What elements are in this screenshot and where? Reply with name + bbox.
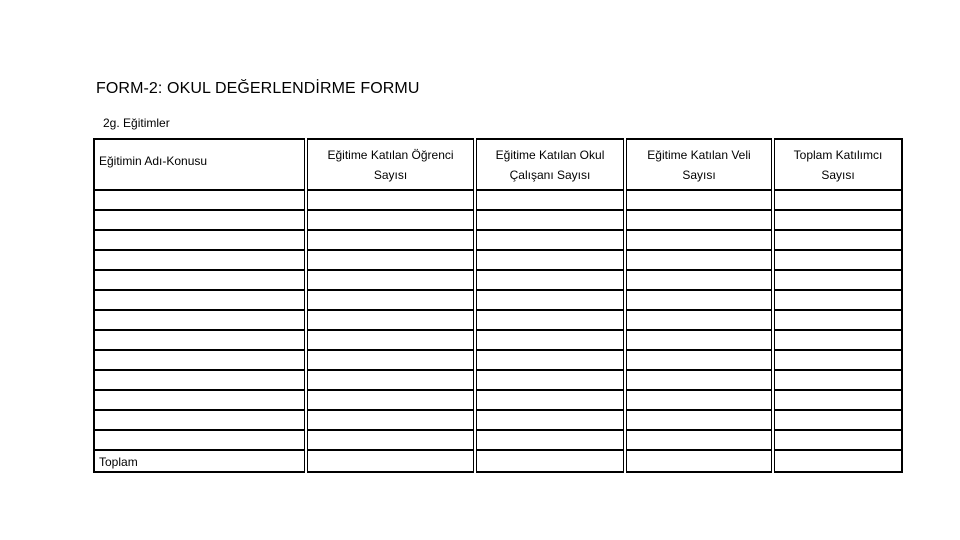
- table-row: [94, 250, 902, 270]
- parent-count-cell[interactable]: [625, 410, 773, 430]
- header-staff-count: Eğitime Katılan Okul Çalışanı Sayısı: [475, 139, 625, 190]
- student-count-cell[interactable]: [306, 290, 475, 310]
- total-participants-cell[interactable]: [773, 450, 902, 472]
- parent-count-cell[interactable]: [625, 370, 773, 390]
- parent-count-cell[interactable]: [625, 210, 773, 230]
- training-name-cell[interactable]: [94, 310, 306, 330]
- staff-count-cell[interactable]: [475, 190, 625, 210]
- student-count-cell[interactable]: [306, 410, 475, 430]
- training-name-cell[interactable]: [94, 330, 306, 350]
- training-name-cell[interactable]: [94, 410, 306, 430]
- student-count-cell[interactable]: [306, 330, 475, 350]
- parent-count-cell[interactable]: [625, 430, 773, 450]
- total-student-cell[interactable]: [306, 450, 475, 472]
- training-name-cell[interactable]: [94, 270, 306, 290]
- total-participants-cell[interactable]: [773, 290, 902, 310]
- total-participants-cell[interactable]: [773, 330, 902, 350]
- staff-count-cell[interactable]: [475, 310, 625, 330]
- section-label: 2g. Eğitimler: [103, 116, 170, 130]
- training-name-cell[interactable]: [94, 230, 306, 250]
- student-count-cell[interactable]: [306, 370, 475, 390]
- total-participants-cell[interactable]: [773, 350, 902, 370]
- trainings-table: [93, 138, 903, 473]
- total-participants-cell[interactable]: [773, 250, 902, 270]
- table-row: [94, 370, 902, 390]
- table-row: [94, 310, 902, 330]
- student-count-cell[interactable]: [306, 350, 475, 370]
- staff-count-cell[interactable]: [475, 210, 625, 230]
- parent-count-cell[interactable]: [625, 290, 773, 310]
- header-total-participants: Toplam Katılımcı Sayısı: [773, 139, 902, 190]
- total-row: [94, 450, 902, 472]
- student-count-cell[interactable]: [306, 390, 475, 410]
- training-name-cell[interactable]: [94, 430, 306, 450]
- student-count-cell[interactable]: [306, 270, 475, 290]
- staff-count-cell[interactable]: [475, 430, 625, 450]
- staff-count-cell[interactable]: [475, 370, 625, 390]
- total-participants-cell[interactable]: [773, 410, 902, 430]
- total-participants-cell[interactable]: [773, 310, 902, 330]
- student-count-cell[interactable]: [306, 230, 475, 250]
- total-parent-cell[interactable]: [625, 450, 773, 472]
- table-row: [94, 430, 902, 450]
- total-participants-cell[interactable]: [773, 190, 902, 210]
- total-participants-cell[interactable]: [773, 210, 902, 230]
- training-name-cell[interactable]: [94, 350, 306, 370]
- table-row: [94, 190, 902, 210]
- table-row: [94, 210, 902, 230]
- parent-count-cell[interactable]: [625, 190, 773, 210]
- header-student-count: Eğitime Katılan Öğrenci Sayısı: [306, 139, 475, 190]
- training-name-cell[interactable]: [94, 250, 306, 270]
- parent-count-cell[interactable]: [625, 230, 773, 250]
- student-count-cell[interactable]: [306, 210, 475, 230]
- training-name-cell[interactable]: [94, 210, 306, 230]
- total-label: Toplam: [94, 450, 306, 472]
- total-staff-cell[interactable]: [475, 450, 625, 472]
- parent-count-cell[interactable]: [625, 310, 773, 330]
- table-row: [94, 330, 902, 350]
- training-name-cell[interactable]: [94, 390, 306, 410]
- header-parent-count: Eğitime Katılan Veli Sayısı: [625, 139, 773, 190]
- training-name-cell[interactable]: [94, 190, 306, 210]
- student-count-cell[interactable]: [306, 250, 475, 270]
- table-row: [94, 230, 902, 250]
- total-participants-cell[interactable]: [773, 370, 902, 390]
- table-header-row: [94, 139, 902, 190]
- table-row: [94, 350, 902, 370]
- student-count-cell[interactable]: [306, 190, 475, 210]
- parent-count-cell[interactable]: [625, 350, 773, 370]
- training-name-cell[interactable]: [94, 370, 306, 390]
- staff-count-cell[interactable]: [475, 230, 625, 250]
- header-training-name: Eğitimin Adı-Konusu: [94, 139, 306, 190]
- parent-count-cell[interactable]: [625, 250, 773, 270]
- form-title: FORM-2: OKUL DEĞERLENDİRME FORMU: [96, 80, 420, 97]
- total-participants-cell[interactable]: [773, 230, 902, 250]
- table-row: [94, 390, 902, 410]
- staff-count-cell[interactable]: [475, 410, 625, 430]
- staff-count-cell[interactable]: [475, 330, 625, 350]
- table-row: [94, 410, 902, 430]
- student-count-cell[interactable]: [306, 430, 475, 450]
- total-participants-cell[interactable]: [773, 430, 902, 450]
- total-participants-cell[interactable]: [773, 390, 902, 410]
- staff-count-cell[interactable]: [475, 270, 625, 290]
- table-body: [94, 190, 902, 472]
- table-row: [94, 270, 902, 290]
- staff-count-cell[interactable]: [475, 290, 625, 310]
- training-name-cell[interactable]: [94, 290, 306, 310]
- staff-count-cell[interactable]: [475, 250, 625, 270]
- parent-count-cell[interactable]: [625, 330, 773, 350]
- parent-count-cell[interactable]: [625, 390, 773, 410]
- staff-count-cell[interactable]: [475, 390, 625, 410]
- parent-count-cell[interactable]: [625, 270, 773, 290]
- student-count-cell[interactable]: [306, 310, 475, 330]
- table-row: [94, 290, 902, 310]
- total-participants-cell[interactable]: [773, 270, 902, 290]
- staff-count-cell[interactable]: [475, 350, 625, 370]
